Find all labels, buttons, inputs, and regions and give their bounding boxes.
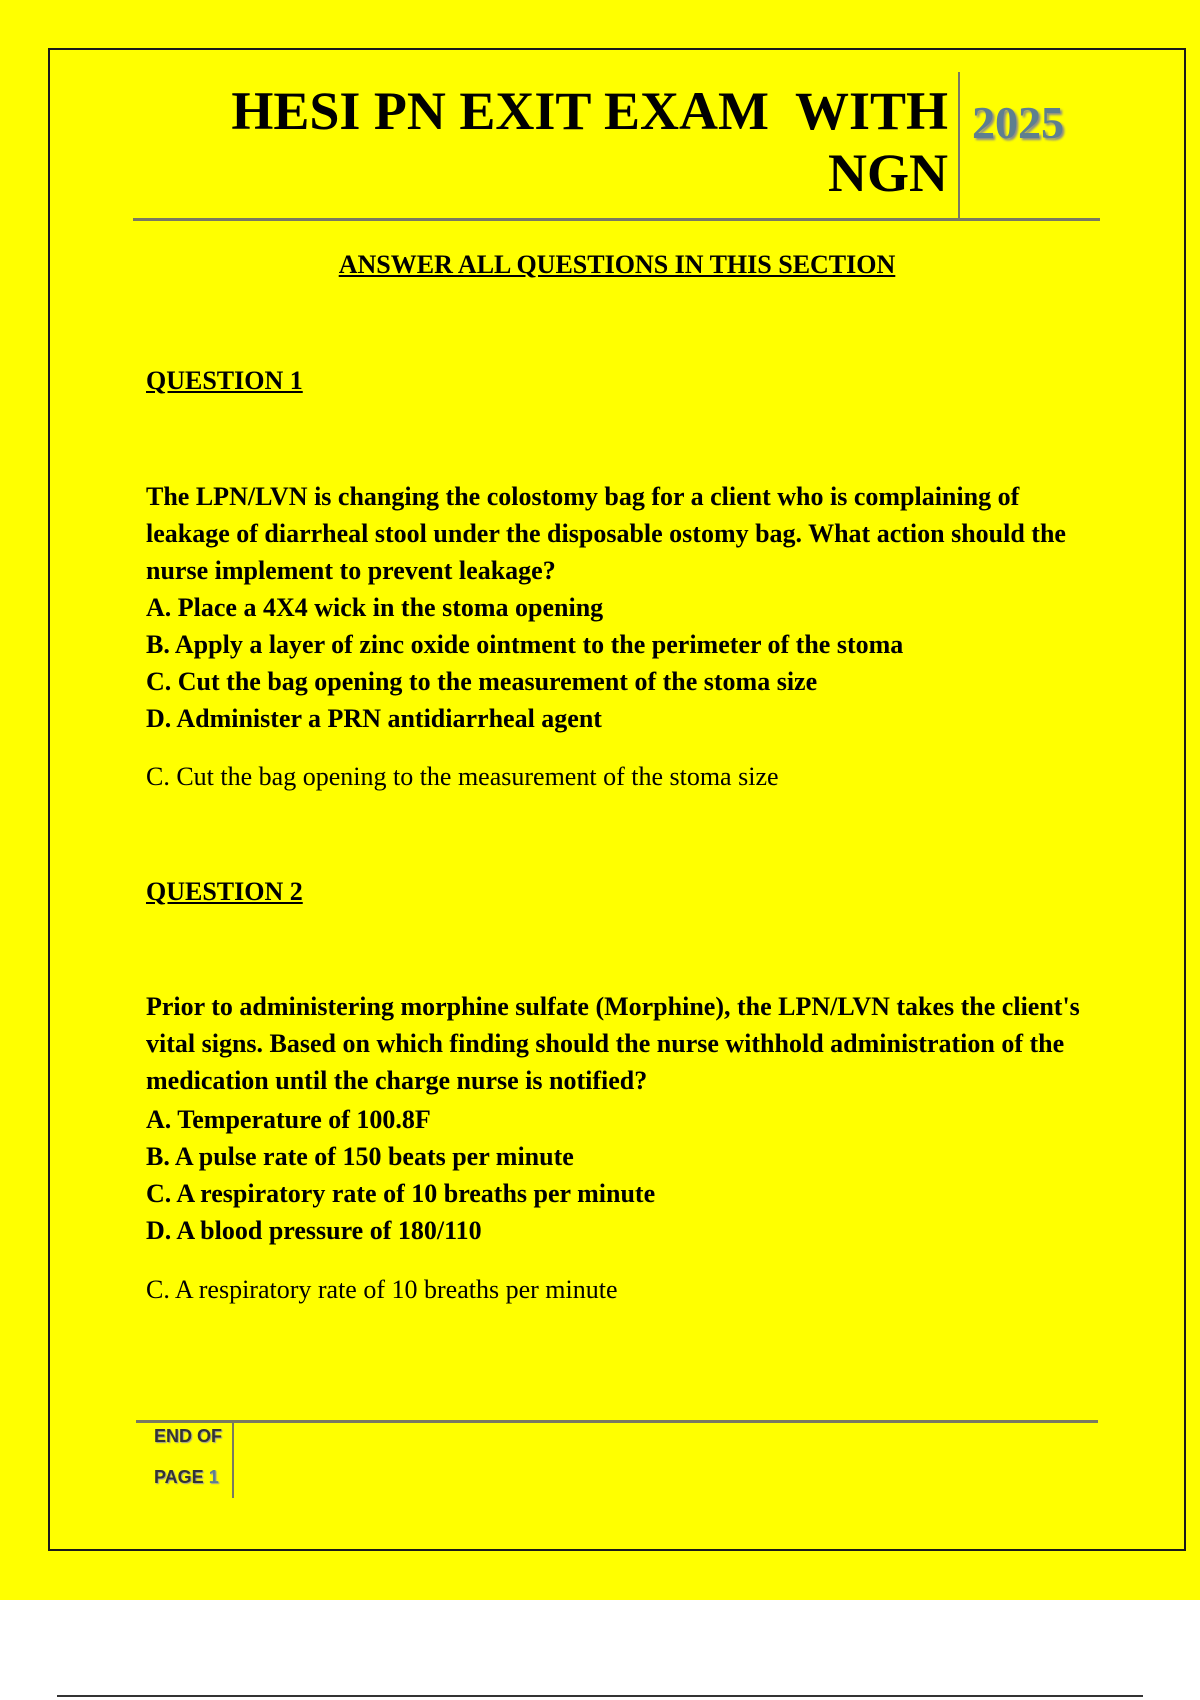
question-1-option-d: D. Administer a PRN antidiarrheal agent	[146, 704, 602, 733]
title-line-1: HESI PN EXIT EXAM WITH	[231, 81, 948, 141]
header-divider	[133, 218, 1100, 221]
question-1-option-b: B. Apply a layer of zinc oxide ointment to the perimeter of the stoma	[146, 630, 904, 659]
footer-page-number: 1	[208, 1467, 219, 1487]
question-1-heading: QUESTION 1	[146, 366, 303, 395]
question-2-option-b: B. A pulse rate of 150 beats per minute	[146, 1142, 574, 1171]
question-2-heading: QUESTION 2	[146, 877, 303, 906]
header-divider-vertical	[958, 72, 960, 218]
question-2-answer: C. A respiratory rate of 10 breaths per minute	[146, 1275, 618, 1304]
question-1-option-c: C. Cut the bag opening to the measurement of the stoma size	[146, 667, 818, 696]
footer-divider	[136, 1420, 1098, 1423]
question-2-option-d: D. A blood pressure of 180/110	[146, 1216, 482, 1245]
question-1-option-a: A. Place a 4X4 wick in the stoma opening	[146, 593, 604, 622]
footer-divider-vertical	[232, 1422, 234, 1498]
question-2-option-a: A. Temperature of 100.8F	[146, 1105, 431, 1134]
section-heading: ANSWER ALL QUESTIONS IN THIS SECTION	[338, 250, 896, 279]
footer-page-label	[154, 1467, 219, 1488]
question-1-answer: C. Cut the bag opening to the measurement of the stoma size	[146, 762, 779, 791]
question-2-text: Prior to administering morphine sulfate (Morphine), the LPN/LVN takes the client's vital signs. Based on which finding should the nurse withhold administration of the medication until the charge nurse is notified?	[146, 992, 1080, 1095]
question-1-options	[146, 589, 903, 737]
document-title	[150, 80, 948, 204]
question-2-option-c: C. A respiratory rate of 10 breaths per minute	[146, 1179, 656, 1208]
question-1-text: The LPN/LVN is changing the colostomy bag for a client who is complaining of leakage of diarrheal stool under the disposable ostomy bag. What action should the nurse implement to prevent leakage?	[146, 482, 1066, 585]
title-line-2: NGN	[828, 143, 948, 203]
question-2-options	[146, 1101, 655, 1249]
year-label: 2025	[972, 97, 1064, 148]
footer-end-of: END OF	[154, 1426, 223, 1446]
bottom-rule	[57, 1695, 1143, 1697]
footer-page-text: PAGE	[154, 1467, 204, 1487]
